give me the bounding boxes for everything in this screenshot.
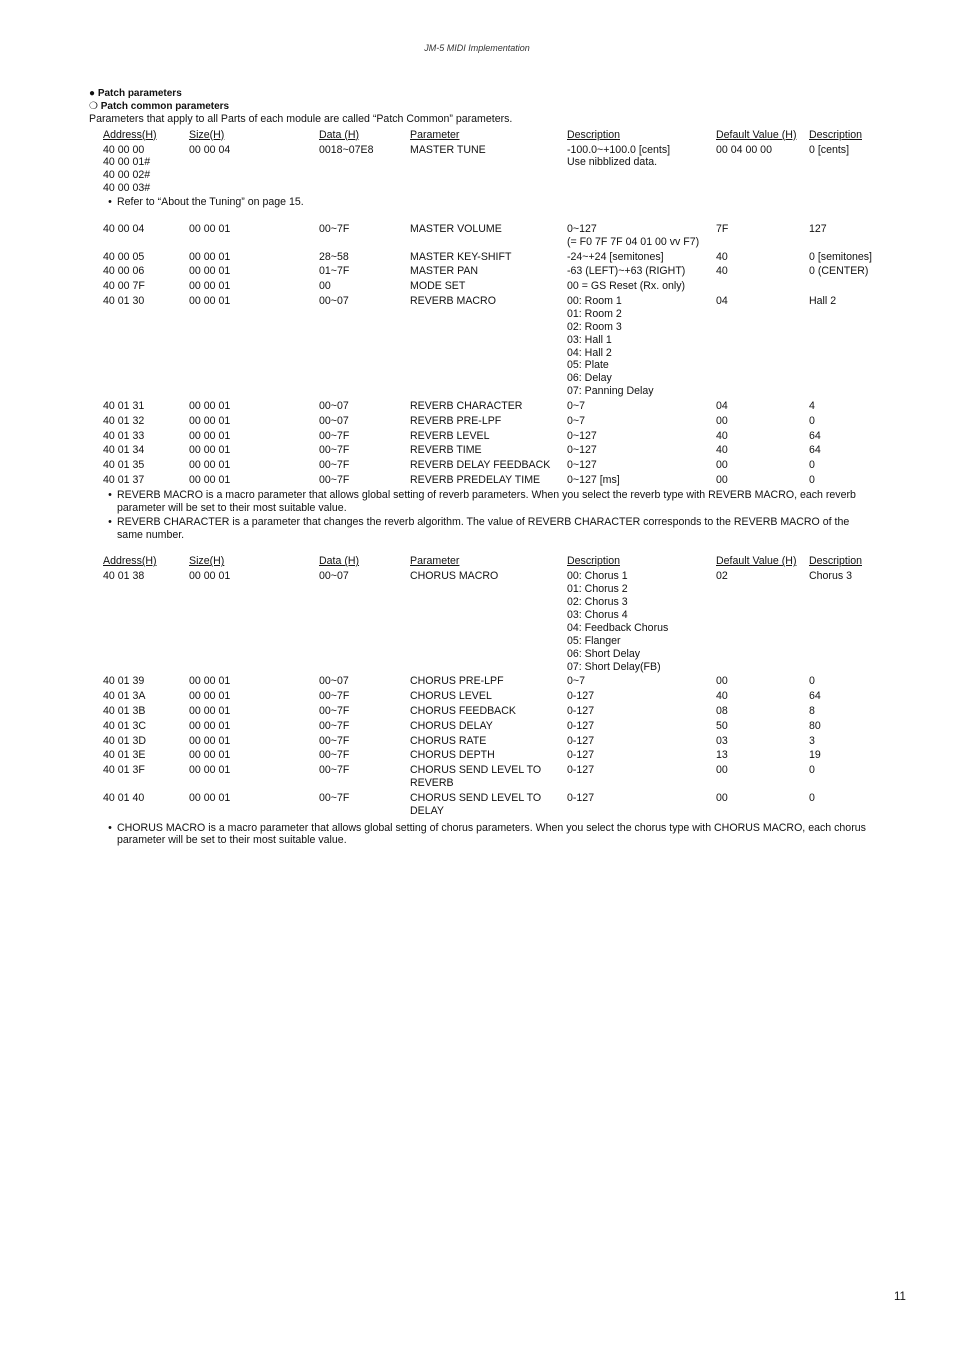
row-parameter: REVERB PRE-LPF bbox=[410, 414, 502, 427]
row-data: 0018~07E8 bbox=[319, 143, 374, 156]
table-row bbox=[103, 251, 893, 264]
row-size: 00 00 01 bbox=[189, 734, 231, 747]
parameter-line: CHORUS PRE-LPF bbox=[410, 675, 504, 688]
row-default-desc: 0 [cents] bbox=[809, 143, 850, 156]
row-address: 40 01 3D bbox=[103, 734, 146, 747]
description-line: 00: Room 1 bbox=[567, 294, 622, 307]
description-line: 0-127 bbox=[567, 690, 595, 703]
description-line: 03: Hall 1 bbox=[567, 333, 612, 346]
row-description bbox=[567, 735, 716, 748]
col-header-data: Data (H) bbox=[319, 128, 360, 141]
row-size: 00 00 04 bbox=[189, 143, 231, 156]
row-address: 40 01 38 bbox=[103, 570, 145, 583]
table-row bbox=[103, 265, 893, 278]
row-data: 00~7F bbox=[319, 734, 350, 747]
row-address: 40 01 3B bbox=[103, 705, 146, 718]
row-data: 00~7F bbox=[319, 474, 350, 487]
patch-common-table-1 bbox=[103, 129, 893, 487]
row-address: 40 01 3F bbox=[103, 764, 145, 777]
row-data: 00~7F bbox=[319, 690, 350, 703]
table-row bbox=[103, 144, 893, 196]
row-data: 00~7F bbox=[319, 705, 350, 718]
row-size: 00 00 01 bbox=[189, 414, 231, 427]
row-default: 00 bbox=[716, 474, 728, 487]
row-parameter bbox=[410, 749, 567, 762]
row-parameter bbox=[410, 705, 567, 718]
note-text: REVERB CHARACTER is a parameter that changes the reverb algorithm. The value of REVERB CHARACTER corresponds to the REVERB MACRO of the same number. bbox=[117, 516, 850, 541]
row-default-desc: 64 bbox=[809, 444, 821, 457]
bullet: • bbox=[108, 196, 112, 209]
row-address: 40 00 05 bbox=[103, 250, 145, 263]
note-text: REVERB MACRO is a macro parameter that allows global setting of reverb parameters. When you select the reverb type with REVERB MACRO, each reverb parameter will be set to their most suitable value. bbox=[117, 488, 856, 514]
row-default: 40 bbox=[716, 690, 728, 703]
row-data: 00~7F bbox=[319, 429, 350, 442]
row-data: 01~7F bbox=[319, 265, 350, 278]
row-description bbox=[567, 570, 716, 673]
col-header-description: Description bbox=[567, 555, 620, 568]
row-parameter bbox=[410, 720, 567, 733]
description-line: 00: Chorus 1 bbox=[567, 570, 628, 583]
row-default: 00 bbox=[716, 764, 728, 777]
row-parameter: REVERB CHARACTER bbox=[410, 400, 523, 413]
row-default: 40 bbox=[716, 265, 728, 278]
row-description bbox=[567, 459, 716, 472]
description-line: 03: Chorus 4 bbox=[567, 609, 628, 621]
table-row bbox=[103, 474, 893, 487]
row-size: 00 00 01 bbox=[189, 459, 231, 472]
row-description bbox=[567, 223, 716, 249]
row-default: 00 bbox=[716, 459, 728, 472]
row-default-desc: 0 bbox=[809, 474, 815, 487]
row-data: 00~07 bbox=[319, 675, 349, 688]
row-default-desc bbox=[809, 280, 893, 293]
row-default-desc: 3 bbox=[809, 734, 815, 747]
table-row bbox=[103, 280, 893, 293]
row-parameter bbox=[410, 675, 567, 688]
row-default: 7F bbox=[716, 222, 729, 235]
table-row bbox=[103, 223, 893, 249]
col-header-address: Address(H) bbox=[103, 555, 157, 568]
description-line: 0~7 bbox=[567, 675, 585, 688]
row-parameter: MASTER VOLUME bbox=[410, 222, 502, 235]
col-header-default: Default Value (H) bbox=[716, 555, 797, 568]
row-size: 00 00 01 bbox=[189, 294, 231, 307]
parameter-line: CHORUS LEVEL bbox=[410, 690, 492, 703]
row-address: 40 01 3C bbox=[103, 719, 146, 732]
table-row bbox=[103, 430, 893, 443]
row-size: 00 00 01 bbox=[189, 280, 231, 293]
row-size: 00 00 01 bbox=[189, 749, 231, 762]
row-default bbox=[716, 280, 809, 293]
description-line: 02: Room 3 bbox=[567, 320, 622, 333]
row-size: 00 00 01 bbox=[189, 719, 231, 732]
description-line: 04: Hall 2 bbox=[567, 346, 612, 359]
parameter-line: CHORUS SEND LEVEL TO bbox=[410, 791, 542, 804]
address-line: 40 00 03# bbox=[103, 182, 151, 195]
row-parameter: MASTER PAN bbox=[410, 265, 479, 278]
description-line: 07: Panning Delay bbox=[567, 385, 654, 398]
row-address: 40 01 40 bbox=[103, 791, 145, 804]
description-line: 0-127 bbox=[567, 734, 595, 747]
row-default: 50 bbox=[716, 719, 728, 732]
row-description bbox=[567, 444, 716, 457]
row-parameter bbox=[410, 690, 567, 703]
parameter-line: CHORUS DELAY bbox=[410, 719, 493, 732]
description-line: 06: Delay bbox=[567, 372, 612, 385]
parameter-line: CHORUS RATE bbox=[410, 734, 487, 747]
row-default-desc: 127 bbox=[809, 222, 827, 235]
row-address: 40 00 04 bbox=[103, 222, 145, 235]
patch-common-table-2 bbox=[103, 555, 893, 817]
row-default-desc: 64 bbox=[809, 690, 821, 703]
description-line: 0~7 bbox=[567, 414, 585, 427]
description-line: 01: Chorus 2 bbox=[567, 583, 628, 596]
note-text: Refer to “About the Tuning” on page 15. bbox=[117, 196, 304, 209]
description-line: 0-127 bbox=[567, 764, 595, 777]
col-header-default-desc: Description bbox=[809, 128, 862, 141]
row-address: 40 01 39 bbox=[103, 675, 145, 688]
row-description bbox=[567, 690, 716, 703]
parameter-line: CHORUS MACRO bbox=[410, 570, 499, 583]
parameter-line: CHORUS FEEDBACK bbox=[410, 705, 516, 718]
row-parameter: REVERB PREDELAY TIME bbox=[410, 474, 541, 487]
col-header-parameter: Parameter bbox=[410, 128, 460, 141]
table-row bbox=[103, 675, 893, 688]
table-note bbox=[103, 196, 893, 209]
row-data: 00~07 bbox=[319, 414, 349, 427]
row-parameter: MASTER KEY-SHIFT bbox=[410, 250, 512, 263]
table-row bbox=[103, 444, 893, 457]
row-size: 00 00 01 bbox=[189, 400, 231, 413]
address-line: 40 00 00 bbox=[103, 143, 145, 156]
row-default: 40 bbox=[716, 444, 728, 457]
row-default-desc: 0 [semitones] bbox=[809, 250, 873, 263]
col-header-description: Description bbox=[567, 128, 620, 141]
table-note bbox=[103, 516, 899, 541]
row-address: 40 01 33 bbox=[103, 429, 145, 442]
row-size: 00 00 01 bbox=[189, 791, 231, 804]
row-size: 00 00 01 bbox=[189, 474, 231, 487]
description-line: (= F0 7F 7F 04 01 00 vv F7) bbox=[567, 235, 700, 248]
row-description bbox=[567, 400, 716, 413]
table-2-notes bbox=[89, 822, 899, 847]
description-line: 02: Chorus 3 bbox=[567, 596, 628, 609]
note-text: CHORUS MACRO is a macro parameter that allows global setting of chorus parameters. When you select the chorus type with CHORUS MACRO, each chorus parameter will be set to their most suitable value. bbox=[117, 821, 866, 847]
row-default-desc: 80 bbox=[809, 719, 821, 732]
row-description bbox=[567, 280, 716, 293]
row-default-desc: 19 bbox=[809, 749, 821, 762]
table-row bbox=[103, 735, 893, 748]
table-row bbox=[103, 792, 893, 818]
row-address: 40 01 35 bbox=[103, 459, 145, 472]
row-parameter bbox=[410, 764, 567, 790]
row-data: 00~7F bbox=[319, 444, 350, 457]
description-line: 06: Short Delay bbox=[567, 647, 641, 660]
bullet: • bbox=[108, 516, 112, 529]
table-header bbox=[103, 555, 893, 568]
row-address: 40 00 06 bbox=[103, 265, 145, 278]
bullet: • bbox=[108, 488, 112, 501]
row-size: 00 00 01 bbox=[189, 444, 231, 457]
row-default-desc: 0 bbox=[809, 414, 815, 427]
row-address: 40 01 3A bbox=[103, 690, 146, 703]
col-header-default-desc: Description bbox=[809, 555, 862, 568]
row-data: 00~07 bbox=[319, 400, 349, 413]
row-address bbox=[103, 144, 189, 196]
row-parameter bbox=[410, 792, 567, 818]
document-body bbox=[89, 87, 899, 847]
row-address: 40 01 30 bbox=[103, 294, 145, 307]
row-data: 00~7F bbox=[319, 764, 350, 777]
description-line: -63 (LEFT)~+63 (RIGHT) bbox=[567, 265, 686, 278]
col-header-parameter: Parameter bbox=[410, 555, 460, 568]
row-description bbox=[567, 792, 716, 818]
row-address: 40 01 37 bbox=[103, 474, 145, 487]
description-line: -24~+24 [semitones] bbox=[567, 250, 664, 263]
row-data: 00~07 bbox=[319, 294, 349, 307]
description-line: 0~127 bbox=[567, 222, 597, 235]
row-parameter: REVERB MACRO bbox=[410, 294, 496, 307]
parameter-line: DELAY bbox=[410, 804, 444, 817]
row-default: 00 bbox=[716, 791, 728, 804]
row-data: 00~07 bbox=[319, 570, 349, 583]
table-row bbox=[103, 764, 893, 790]
row-address: 40 01 3E bbox=[103, 749, 146, 762]
row-address: 40 01 31 bbox=[103, 400, 145, 413]
row-data: 00~7F bbox=[319, 222, 350, 235]
row-size: 00 00 01 bbox=[189, 222, 231, 235]
row-description bbox=[567, 705, 716, 718]
row-size: 00 00 01 bbox=[189, 675, 231, 688]
row-parameter: REVERB DELAY FEEDBACK bbox=[410, 459, 551, 472]
parameter-line: CHORUS SEND LEVEL TO bbox=[410, 764, 542, 777]
row-parameter: REVERB LEVEL bbox=[410, 429, 490, 442]
row-address: 40 00 7F bbox=[103, 280, 145, 293]
row-size: 00 00 01 bbox=[189, 690, 231, 703]
row-size: 00 00 01 bbox=[189, 764, 231, 777]
description-line: 0~127 [ms] bbox=[567, 474, 620, 487]
row-default: 00 bbox=[716, 675, 728, 688]
row-default-desc: 8 bbox=[809, 705, 815, 718]
description-line: 00 = GS Reset (Rx. only) bbox=[567, 280, 686, 293]
row-default: 02 bbox=[716, 570, 728, 583]
row-description bbox=[567, 295, 716, 398]
row-size: 00 00 01 bbox=[189, 429, 231, 442]
row-default-desc: 0 bbox=[809, 764, 815, 777]
page-header: JM-5 MIDI Implementation bbox=[424, 43, 530, 53]
row-default: 00 04 00 00 bbox=[716, 143, 772, 156]
page-number: 11 bbox=[894, 1291, 906, 1303]
section-subtitle: ❍ Patch common parameters bbox=[89, 101, 230, 112]
row-parameter: REVERB TIME bbox=[410, 444, 482, 457]
row-default: 08 bbox=[716, 705, 728, 718]
row-default-desc: 0 (CENTER) bbox=[809, 265, 869, 278]
address-line: 40 00 01# bbox=[103, 156, 151, 169]
table-header bbox=[103, 129, 893, 142]
table-row bbox=[103, 400, 893, 413]
row-default: 04 bbox=[716, 400, 728, 413]
description-line: 0-127 bbox=[567, 705, 595, 718]
description-line: 07: Short Delay(FB) bbox=[567, 660, 661, 673]
row-description bbox=[567, 474, 716, 487]
row-default-desc: Chorus 3 bbox=[809, 570, 852, 583]
row-description bbox=[567, 720, 716, 733]
parameter-line: REVERB bbox=[410, 777, 454, 790]
description-line: 0~127 bbox=[567, 459, 597, 472]
row-data: 00~7F bbox=[319, 459, 350, 472]
description-line: 04: Feedback Chorus bbox=[567, 621, 669, 634]
table-row bbox=[103, 720, 893, 733]
row-parameter bbox=[410, 735, 567, 748]
description-line: -100.0~+100.0 [cents] bbox=[567, 143, 671, 156]
col-header-size: Size(H) bbox=[189, 555, 225, 568]
table-note bbox=[103, 489, 899, 514]
row-data: 00 bbox=[319, 280, 331, 293]
col-header-data: Data (H) bbox=[319, 555, 360, 568]
row-parameter: MASTER TUNE bbox=[410, 143, 486, 156]
table-row bbox=[103, 295, 893, 398]
section-intro: Parameters that apply to all Parts of each module are called “Patch Common” parameters. bbox=[89, 113, 513, 125]
row-size: 00 00 01 bbox=[189, 250, 231, 263]
description-line: 05: Flanger bbox=[567, 634, 621, 647]
table-2-rows bbox=[103, 570, 893, 817]
row-data: 00~7F bbox=[319, 749, 350, 762]
row-data: 28~58 bbox=[319, 250, 349, 263]
col-header-default: Default Value (H) bbox=[716, 128, 797, 141]
table-row bbox=[103, 459, 893, 472]
row-default: 04 bbox=[716, 294, 728, 307]
row-description bbox=[567, 251, 716, 264]
row-address: 40 01 34 bbox=[103, 444, 145, 457]
table-row bbox=[103, 749, 893, 762]
row-default: 00 bbox=[716, 414, 728, 427]
col-header-address: Address(H) bbox=[103, 128, 157, 141]
row-default: 03 bbox=[716, 734, 728, 747]
col-header-size: Size(H) bbox=[189, 128, 225, 141]
row-default: 40 bbox=[716, 429, 728, 442]
row-size: 00 00 01 bbox=[189, 705, 231, 718]
row-description bbox=[567, 764, 716, 790]
address-line: 40 00 02# bbox=[103, 169, 151, 182]
table-row bbox=[103, 570, 893, 673]
description-line: 01: Room 2 bbox=[567, 307, 622, 320]
row-default-desc: 64 bbox=[809, 429, 821, 442]
description-line: 05: Plate bbox=[567, 359, 609, 372]
bullet: • bbox=[108, 821, 112, 834]
row-default-desc: 4 bbox=[809, 400, 815, 413]
section-title: ● Patch parameters bbox=[89, 88, 182, 99]
row-description bbox=[567, 144, 716, 196]
description-line: 0~7 bbox=[567, 400, 585, 413]
table-row bbox=[103, 415, 893, 428]
row-default-desc: 0 bbox=[809, 675, 815, 688]
description-line: 0~127 bbox=[567, 429, 597, 442]
table-1-notes bbox=[89, 489, 899, 541]
row-default-desc: Hall 2 bbox=[809, 294, 837, 307]
row-size: 00 00 01 bbox=[189, 570, 231, 583]
row-size: 00 00 01 bbox=[189, 265, 231, 278]
row-description bbox=[567, 749, 716, 762]
description-line: 0-127 bbox=[567, 719, 595, 732]
description-line: 0~127 bbox=[567, 444, 597, 457]
row-data: 00~7F bbox=[319, 791, 350, 804]
row-description bbox=[567, 430, 716, 443]
row-description bbox=[567, 265, 716, 278]
row-default: 13 bbox=[716, 749, 728, 762]
row-description bbox=[567, 675, 716, 688]
row-data: 00~7F bbox=[319, 719, 350, 732]
description-line: Use nibblized data. bbox=[567, 156, 658, 169]
table-note bbox=[103, 822, 899, 847]
description-line: 0-127 bbox=[567, 791, 595, 804]
row-default-desc: 0 bbox=[809, 459, 815, 472]
row-default-desc: 0 bbox=[809, 791, 815, 804]
row-parameter: MODE SET bbox=[410, 280, 466, 293]
parameter-line: CHORUS DEPTH bbox=[410, 749, 495, 762]
row-address: 40 01 32 bbox=[103, 414, 145, 427]
table-1-rows bbox=[103, 223, 893, 487]
table-row bbox=[103, 690, 893, 703]
description-line: 0-127 bbox=[567, 749, 595, 762]
row-description bbox=[567, 415, 716, 428]
table-row bbox=[103, 705, 893, 718]
row-default: 40 bbox=[716, 250, 728, 263]
row-parameter bbox=[410, 570, 567, 673]
